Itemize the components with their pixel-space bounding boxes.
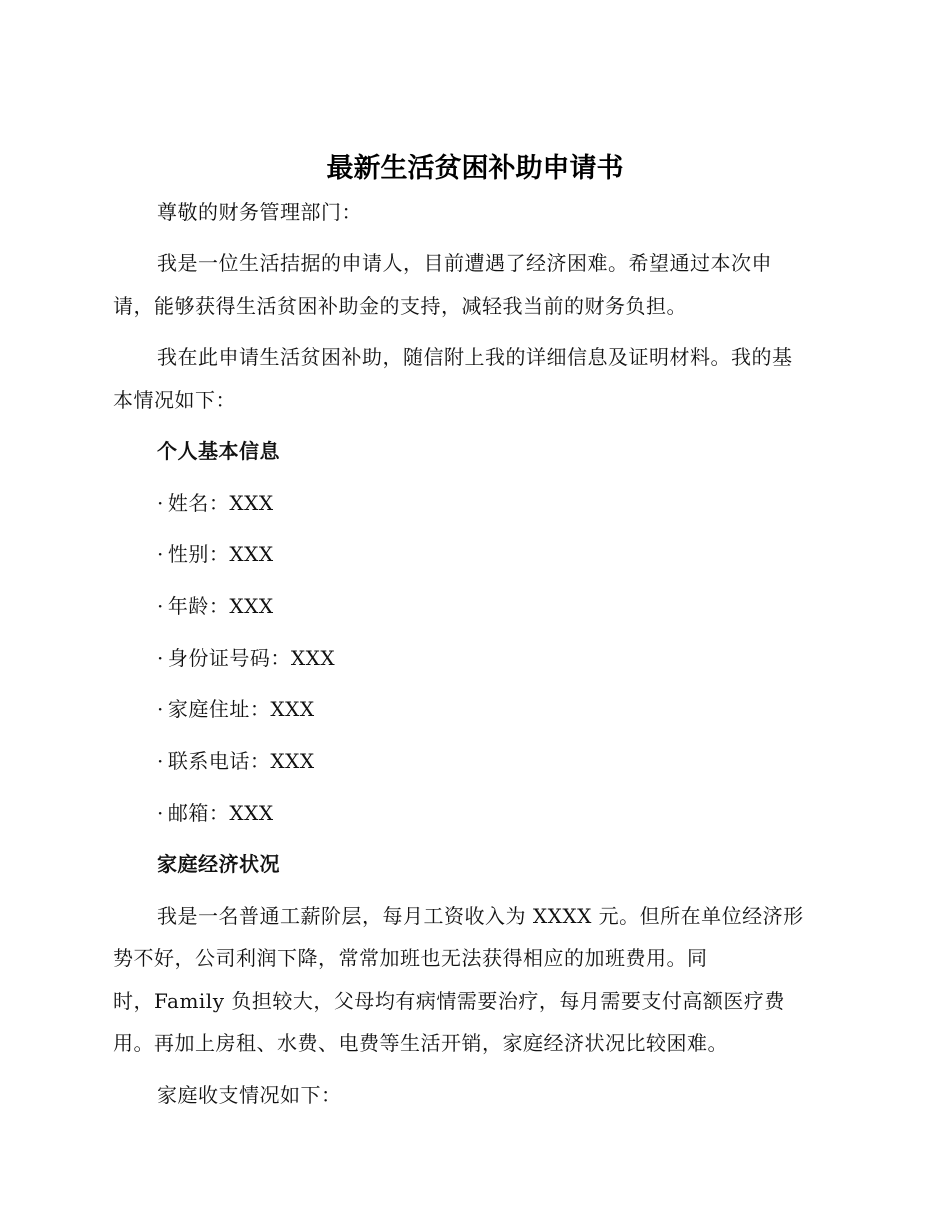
- list-item-text: 邮箱：XXX: [167, 801, 274, 825]
- bullet-icon: ·: [157, 749, 164, 773]
- bullet-icon: ·: [157, 491, 164, 515]
- list-item-text: 家庭住址：XXX: [167, 697, 315, 721]
- list-item-text: 身份证号码：XXX: [167, 646, 336, 670]
- list-item-age: [157, 591, 274, 621]
- list-item-gender: [157, 539, 274, 569]
- paragraph-3-line-4: 用。再加上房租、水费、电费等生活开销，家庭经济状况比较困难。: [113, 1031, 728, 1055]
- list-item-name: [157, 488, 274, 518]
- list-item-text: 年龄：XXX: [167, 594, 274, 618]
- paragraph-1-line-1: 我是一位生活拮据的申请人，目前遭遇了经济困难。希望通过本次申: [157, 251, 772, 275]
- list-item-text: 姓名：XXX: [167, 491, 274, 515]
- document-title: 最新生活贫困补助申请书: [326, 153, 624, 184]
- paragraph-3-line-3: 时，Family 负担较大，父母均有病情需要治疗，每月需要支付高额医疗费: [113, 989, 785, 1013]
- bullet-icon: ·: [157, 594, 164, 618]
- list-item-text: 联系电话：XXX: [167, 749, 315, 773]
- paragraph-2-line-1: 我在此申请生活贫困补助，随信附上我的详细信息及证明材料。我的基: [157, 345, 793, 369]
- paragraph-3-line-2: 势不好，公司利润下降，常常加班也无法获得相应的加班费用。同: [113, 946, 708, 970]
- section-heading-family-economy: 家庭经济状况: [157, 852, 280, 876]
- paragraph-2-line-2: 本情况如下：: [113, 388, 236, 412]
- bullet-icon: ·: [157, 697, 164, 721]
- list-item-text: 性别：XXX: [167, 542, 274, 566]
- list-item-email: [157, 798, 274, 828]
- bullet-icon: ·: [157, 542, 164, 566]
- bullet-icon: ·: [157, 801, 164, 825]
- salutation: 尊敬的财务管理部门：: [157, 200, 362, 224]
- section-heading-personal-info: 个人基本信息: [157, 439, 280, 463]
- paragraph-3-line-1: 我是一名普通工薪阶层，每月工资收入为 XXXX 元。但所在单位经济形: [157, 904, 804, 928]
- list-item-phone: [157, 746, 315, 776]
- paragraph-1-line-2: 请，能够获得生活贫困补助金的支持，减轻我当前的财务负担。: [113, 294, 687, 318]
- paragraph-4: 家庭收支情况如下：: [157, 1083, 342, 1107]
- bullet-icon: ·: [157, 646, 164, 670]
- list-item-id-number: [157, 643, 335, 673]
- list-item-address: [157, 694, 315, 724]
